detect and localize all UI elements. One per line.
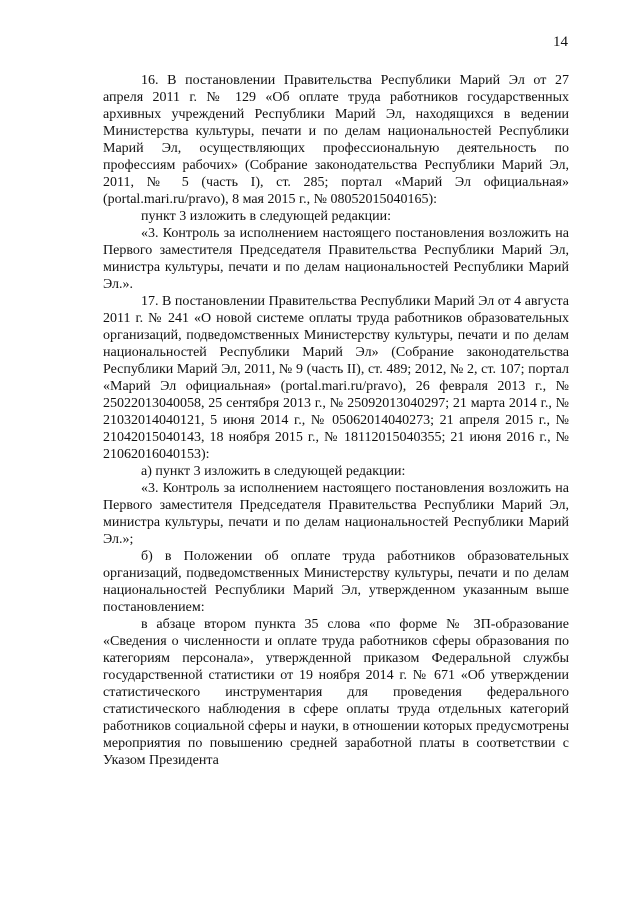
paragraph-17-b-text: в абзаце втором пункта 35 слова «по форме № ЗП-образование «Сведения о численности и оплате труда работников сферы образования по категориям персонала», утвержденной приказом Федеральной службы государственной статистики от 19 ноября 2014 г. № 671 «Об утверждении статистического инструментария для проведения федерального статистического наблюдения в сфере оплаты труда отдельных категорий работников социальной сферы и науки, в отношении которых предусмотрены мероприятия по повышению средней заработной платы в соответствии с Указом Президента [103,617,569,768]
page-number: 14 [553,34,568,50]
paragraph-17-b: б) в Положении об оплате труда работников образовательных организаций, подведомственных Министерству культуры, печати и по делам национальностей Республики Марий Эл, утвержденном указанным выше постановлением: [103,549,569,615]
document-body [103,72,569,769]
paragraph-17-a-quote: «3. Контроль за исполнением настоящего постановления возложить на Первого заместителя Председателя Правительства Республики Марий Эл, министра культуры, печати и по делам национальностей Республики Марий Эл.»; [103,481,569,547]
paragraph-16: 16. В постановлении Правительства Республики Марий Эл от 27 апреля 2011 г. № 129 «Об оплате труда работников государственных архивных учреждений Республики Марий Эл, находящихся в ведении Министерства культуры, печати и по делам национальностей Республики Марий Эл, осуществляющих профессиональную деятельность по профессиям рабочих» (Собрание законодательства Республики Марий Эл, 2011, № 5 (часть I), ст. 285; портал «Марий Эл официальная» (portal.mari.ru/pravo), 8 мая 2015 г., № 08052015040165): [103,73,569,207]
paragraph-17-a: а) пункт 3 изложить в следующей редакции: [141,464,406,479]
paragraph-17: 17. В постановлении Правительства Республики Марий Эл от 4 августа 2011 г. № 241 «О новой системе оплаты труда работников образовательных организаций, подведомственных Министерству культуры, печати и по делам национальностей Республики Марий Эл» (Собрание законодательства Республики Марий Эл, 2011, № 9 (часть II), ст. 489; 2012, № 2, ст. 107; портал «Марий Эл официальная» (portal.mari.ru/pravo), 26 февраля 2013 г., № 25022013040058, 25 сентября 2013 г., № 25092013040297; 21 марта 2014 г., № 21032014040121, 5 июня 2014 г., № 05062014040273; 21 апреля 2015 г., № 21042015040143, 18 ноября 2015 г., № 18112015040355; 21 июня 2016 г., № 21062016040153): [103,294,569,462]
paragraph-16-quote: «3. Контроль за исполнением настоящего постановления возложить на Первого заместителя Председателя Правительства Республики Марий Эл, министра культуры, печати и по делам национальностей Республики Марий Эл.». [103,226,569,292]
paragraph-16-item: пункт 3 изложить в следующей редакции: [141,209,391,224]
